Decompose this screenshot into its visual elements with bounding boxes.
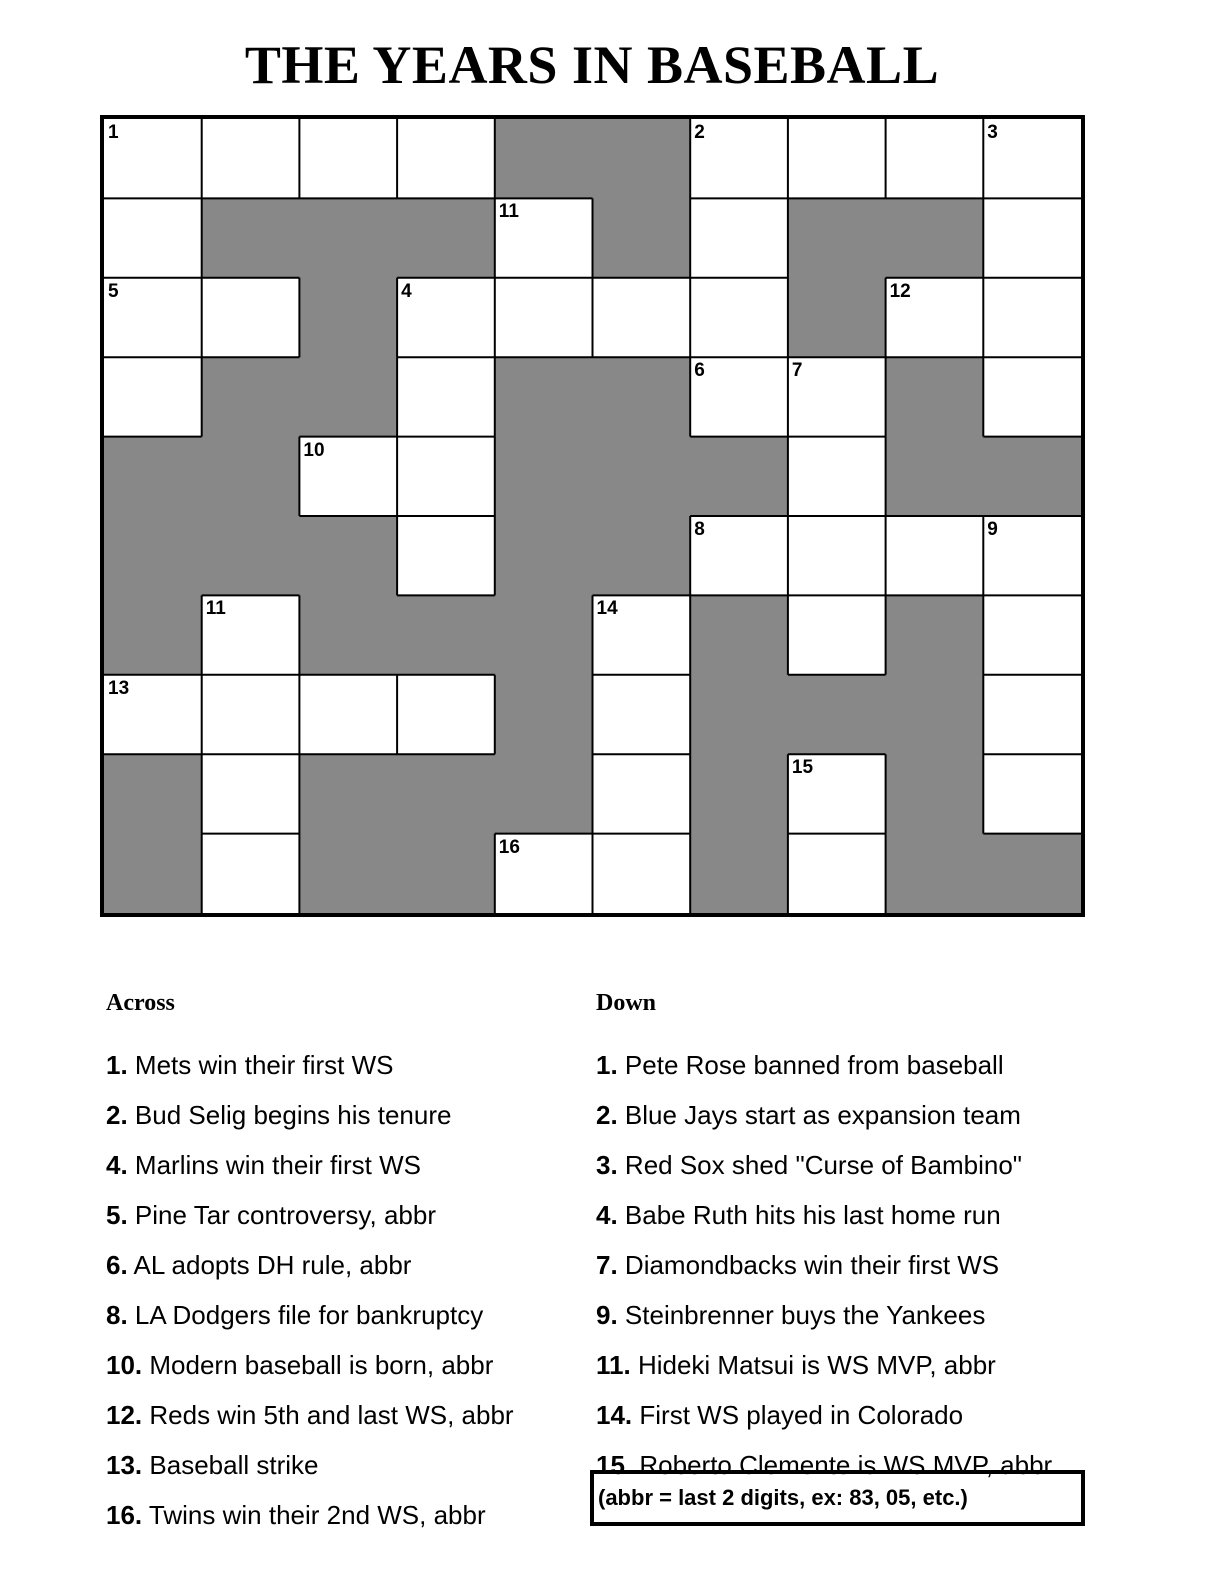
grid-cell[interactable]: [397, 119, 495, 198]
grid-cell[interactable]: [299, 675, 397, 754]
grid-cell[interactable]: [397, 516, 495, 595]
clue-text: Marlins win their first WS: [134, 1150, 421, 1180]
abbreviation-note: (abbr = last 2 digits, ex: 83, 05, etc.): [590, 1470, 1085, 1526]
clue-text: Pete Rose banned from baseball: [624, 1050, 1004, 1080]
grid-cell[interactable]: [202, 675, 300, 754]
clue-number: 5: [108, 280, 119, 302]
grid-cell[interactable]: [593, 278, 691, 357]
clue-text: Twins win their 2nd WS, abbr: [148, 1500, 486, 1530]
clue-number: 15: [791, 757, 814, 779]
grid-cell[interactable]: [690, 357, 788, 436]
grid-cell[interactable]: [788, 834, 886, 913]
down-clue: [596, 1340, 1084, 1390]
grid-cell[interactable]: [397, 437, 495, 516]
clue-num: 12.: [106, 1400, 143, 1430]
clue-num: 1.: [106, 1050, 128, 1080]
across-clue: [106, 1090, 576, 1140]
clue-number: 16: [498, 836, 520, 858]
clue-num: 1.: [596, 1050, 618, 1080]
down-clue: [596, 1390, 1084, 1440]
grid-cell[interactable]: [788, 357, 886, 436]
clue-num: 3.: [596, 1150, 618, 1180]
grid-cell[interactable]: [788, 119, 886, 198]
down-clue: [596, 1190, 1084, 1240]
clue-num: 2.: [106, 1100, 128, 1130]
clue-num: 6.: [106, 1250, 128, 1280]
down-clue: [596, 1240, 1084, 1290]
across-clue: [106, 1490, 576, 1540]
grid-cell[interactable]: [397, 357, 495, 436]
grid-cell[interactable]: [104, 675, 202, 754]
grid-cell[interactable]: [788, 437, 886, 516]
across-clue: [106, 1390, 576, 1440]
grid-cell[interactable]: [299, 119, 397, 198]
clue-number: 9: [987, 519, 998, 540]
across-clue: [106, 1040, 576, 1090]
grid-cell[interactable]: [104, 198, 202, 277]
across-clue-list: [106, 1040, 576, 1540]
clue-text: AL adopts DH rule, abbr: [133, 1250, 412, 1280]
puzzle-title: THE YEARS IN BASEBALL: [244, 35, 940, 95]
grid-cell[interactable]: [690, 278, 788, 357]
clue-num: 15.: [596, 1450, 633, 1480]
down-clue-list: [596, 1040, 1084, 1490]
clue-text: Steinbrenner buys the Yankees: [624, 1300, 986, 1330]
clue-number: 7: [791, 360, 803, 382]
clue-num: 14.: [596, 1400, 633, 1430]
clue-num: 4.: [596, 1200, 618, 1230]
clue-num: 10.: [106, 1350, 143, 1380]
clue-text: Diamondbacks win their first WS: [624, 1250, 1000, 1280]
clue-num: 2.: [596, 1100, 618, 1130]
grid-cell[interactable]: [202, 754, 300, 833]
grid-cell[interactable]: [983, 278, 1081, 357]
across-clue: [106, 1190, 576, 1240]
clue-num: 11.: [596, 1350, 631, 1380]
down-clues: [596, 990, 1084, 1490]
down-clue: [596, 1140, 1084, 1190]
grid-cell[interactable]: [788, 595, 886, 674]
across-clue: [106, 1290, 576, 1340]
grid-cell[interactable]: [788, 754, 886, 833]
grid-cell[interactable]: [593, 675, 691, 754]
grid-cell[interactable]: [397, 278, 495, 357]
across-clue: [106, 1140, 576, 1190]
grid-cell[interactable]: [495, 198, 593, 277]
across-clues: [106, 990, 576, 1540]
clue-text: Roberto Clemente is WS MVP, abbr: [639, 1450, 1053, 1480]
grid-cell[interactable]: [886, 119, 984, 198]
down-clue: [596, 1090, 1084, 1140]
clue-num: 8.: [106, 1300, 128, 1330]
clue-number: 2: [694, 122, 705, 143]
grid-cell[interactable]: [983, 357, 1081, 436]
grid-cell[interactable]: [983, 675, 1081, 754]
across-clue: [106, 1440, 576, 1490]
clue-num: 9.: [596, 1300, 618, 1330]
clue-number: 10: [303, 439, 325, 461]
crossword-grid: [100, 115, 1085, 917]
clue-number: 8: [694, 519, 705, 540]
grid-cell[interactable]: [593, 754, 691, 833]
across-heading: Across: [106, 990, 175, 1016]
grid-cell[interactable]: [690, 516, 788, 595]
clue-number: 12: [889, 280, 911, 302]
clue-num: 5.: [106, 1200, 128, 1230]
grid-cell[interactable]: [690, 119, 788, 198]
grid-cell[interactable]: [495, 834, 593, 913]
grid-cell[interactable]: [397, 675, 495, 754]
grid-cell[interactable]: [788, 516, 886, 595]
grid-cell[interactable]: [886, 516, 984, 595]
grid-cell[interactable]: [593, 834, 691, 913]
clue-number: 14: [596, 598, 618, 620]
across-clue: [106, 1240, 576, 1290]
clue-text: Modern baseball is born, abbr: [149, 1350, 494, 1380]
clue-text: Baseball strike: [149, 1450, 319, 1480]
clue-number: 11: [498, 201, 519, 223]
down-clue: [596, 1290, 1084, 1340]
across-clue: [106, 1340, 576, 1390]
grid-cell[interactable]: [202, 595, 300, 674]
grid-cell[interactable]: [983, 198, 1081, 277]
clue-num: 7.: [596, 1250, 618, 1280]
clue-text: Mets win their first WS: [134, 1050, 394, 1080]
grid-cell[interactable]: [202, 278, 300, 357]
clue-number: 4: [401, 280, 412, 302]
grid-cell[interactable]: [495, 278, 593, 357]
clue-text: Babe Ruth hits his last home run: [624, 1200, 1001, 1230]
grid-cell[interactable]: [690, 198, 788, 277]
clue-number: 3: [987, 122, 998, 143]
grid-cell[interactable]: [983, 754, 1081, 833]
clue-text: LA Dodgers file for bankruptcy: [134, 1300, 484, 1330]
clue-num: 13.: [106, 1450, 143, 1480]
grid-cell[interactable]: [886, 278, 984, 357]
clue-number: 6: [694, 360, 705, 382]
clue-num: 4.: [106, 1150, 128, 1180]
grid-cell[interactable]: [593, 595, 691, 674]
clue-number: 13: [108, 677, 130, 699]
grid-cell[interactable]: [202, 119, 300, 198]
clue-text: Red Sox shed "Curse of Bambino": [624, 1150, 1023, 1180]
clue-text: Hideki Matsui is WS MVP, abbr: [637, 1350, 996, 1380]
clue-number: 11: [205, 598, 226, 620]
clue-num: 16.: [106, 1500, 143, 1530]
down-clue: [596, 1040, 1084, 1090]
down-heading: Down: [596, 990, 657, 1016]
clue-text: Bud Selig begins his tenure: [134, 1100, 452, 1130]
grid-cell[interactable]: [202, 834, 300, 913]
grid-cell[interactable]: [983, 119, 1081, 198]
clue-text: Pine Tar controversy, abbr: [134, 1200, 436, 1230]
grid-cell[interactable]: [104, 119, 202, 198]
grid-cell[interactable]: [983, 516, 1081, 595]
grid-cell[interactable]: [104, 278, 202, 357]
clue-number: 1: [108, 122, 119, 143]
grid-cell[interactable]: [104, 357, 202, 436]
grid-cell[interactable]: [983, 595, 1081, 674]
clue-text: First WS played in Colorado: [639, 1400, 964, 1430]
grid-cell[interactable]: [299, 437, 397, 516]
clue-text: Reds win 5th and last WS, abbr: [149, 1400, 514, 1430]
clue-text: Blue Jays start as expansion team: [624, 1100, 1021, 1130]
